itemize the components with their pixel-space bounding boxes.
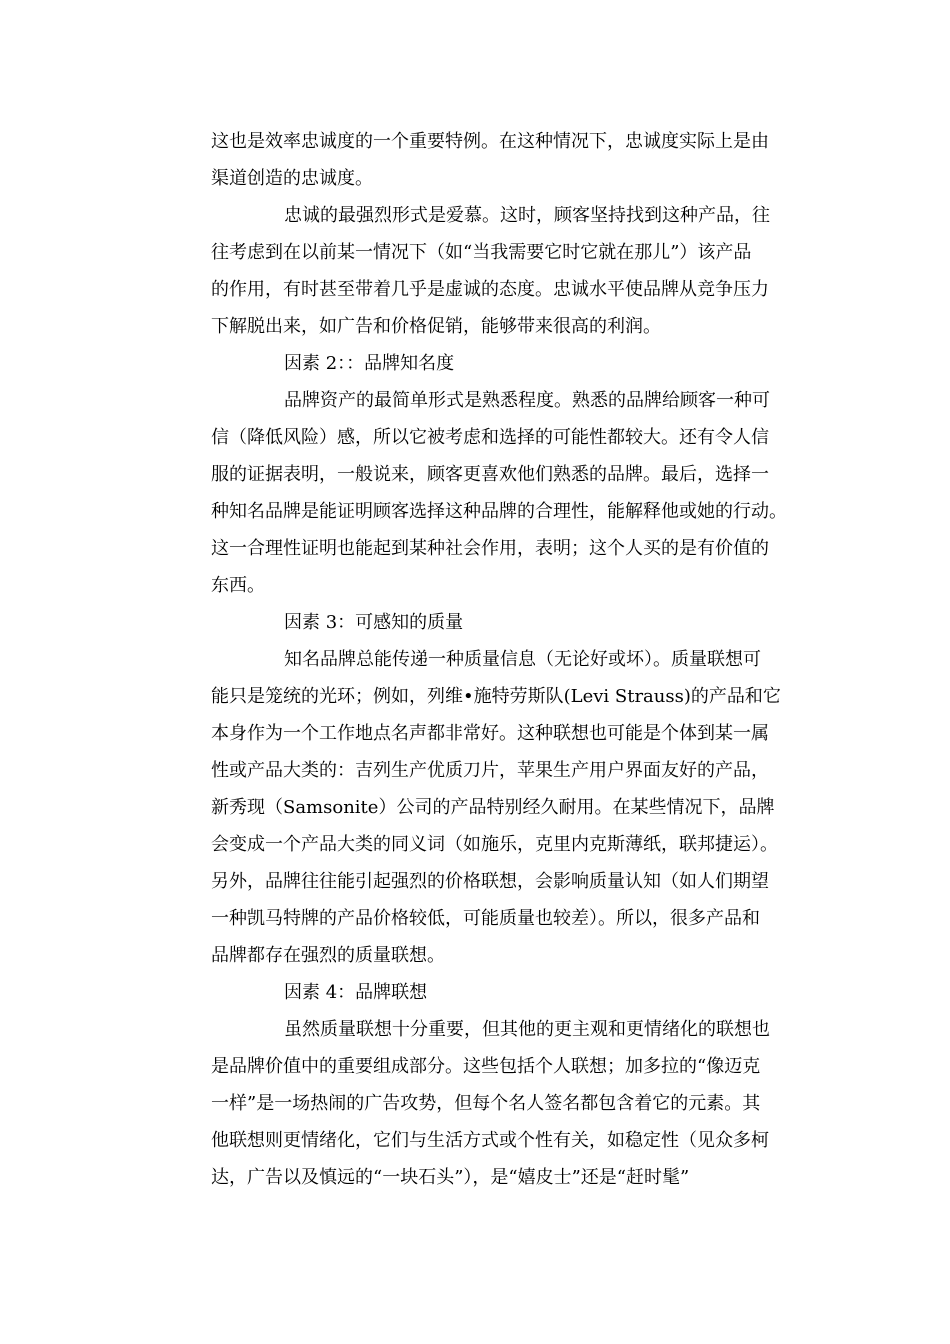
text-line: 渠道创造的忠诚度。 bbox=[211, 168, 373, 189]
text-line: 一种凯马特牌的产品价格较低，可能质量也较差）。所以，很多产品和 bbox=[211, 908, 760, 929]
text-line: 的作用，有时甚至带着几乎是虚诚的态度。忠诚水平使品牌从竞争压力 bbox=[211, 279, 769, 300]
text-line: 种知名品牌是能证明顾客选择这种品牌的合理性，能解释他或她的行动。 bbox=[211, 501, 787, 522]
text-line: 另外，品牌往往能引起强烈的价格联想，会影响质量认知（如人们期望 bbox=[211, 871, 769, 892]
text-line: 达，广告以及慎远的“一块石头”），是“嬉皮士”还是“赶时髦” bbox=[211, 1167, 690, 1188]
text-line: 这也是效率忠诚度的一个重要特例。在这种情况下，忠诚度实际上是由 bbox=[211, 131, 769, 152]
text-line: 本身作为一个工作地点名声都非常好。这种联想也可能是个体到某一属 bbox=[211, 723, 769, 744]
text-line: 往考虑到在以前某一情况下（如“当我需要它时它就在那儿”）该产品 bbox=[211, 242, 752, 263]
text-line: 能只是笼统的光环；例如，列维•施特劳斯队(Levi Strauss)的产品和它 bbox=[211, 686, 781, 707]
text-line: 服的证据表明，一般说来，顾客更喜欢他们熟悉的品牌。最后，选择一 bbox=[211, 464, 769, 485]
text-line: 这一合理性证明也能起到某种社会作用，表明；这个人买的是有价值的 bbox=[211, 538, 769, 559]
text-line: 品牌都存在强烈的质量联想。 bbox=[211, 945, 445, 966]
text-line: 性或产品大类的：吉列生产优质刀片，苹果生产用户界面友好的产品， bbox=[211, 760, 769, 781]
text-line: 信（降低风险）感，所以它被考虑和选择的可能性都较大。还有令人信 bbox=[211, 427, 769, 448]
text-line: 下解脱出来，如广告和价格促销，能够带来很高的利润。 bbox=[211, 316, 661, 337]
text-line: 是品牌价值中的重要组成部分。这些包括个人联想；加多拉的“像迈克 bbox=[211, 1056, 761, 1077]
paragraph-first-line: 忠诚的最强烈形式是爱慕。这时，顾客坚持找到这种产品，往 bbox=[284, 205, 770, 226]
text-line: 他联想则更情绪化，它们与生活方式或个性有关，如稳定性（见众多柯 bbox=[211, 1130, 769, 1151]
paragraph-first-line: 知名品牌总能传递一种质量信息（无论好或坏）。质量联想可 bbox=[284, 649, 761, 670]
text-line: 东西。 bbox=[211, 575, 265, 596]
paragraph-first-line: 因素 3：可感知的质量 bbox=[284, 612, 464, 633]
paragraph-first-line: 虽然质量联想十分重要，但其他的更主观和更情绪化的联想也 bbox=[284, 1019, 770, 1040]
paragraph-first-line: 品牌资产的最简单形式是熟悉程度。熟悉的品牌给顾客一种可 bbox=[284, 390, 770, 411]
paragraph-first-line: 因素 2：：品牌知名度 bbox=[284, 353, 455, 374]
text-line: 新秀现（Samsonite）公司的产品特别经久耐用。在某些情况下，品牌 bbox=[211, 797, 775, 818]
body-text bbox=[211, 123, 811, 1196]
text-line: 一样”是一场热闹的广告攻势，但每个名人签名都包含着它的元素。其 bbox=[211, 1093, 761, 1114]
text-line: 会变成一个产品大类的同义词（如施乐，克里内克斯薄纸，联邦捷运）。 bbox=[211, 834, 778, 855]
paragraph-first-line: 因素 4：品牌联想 bbox=[284, 982, 428, 1003]
